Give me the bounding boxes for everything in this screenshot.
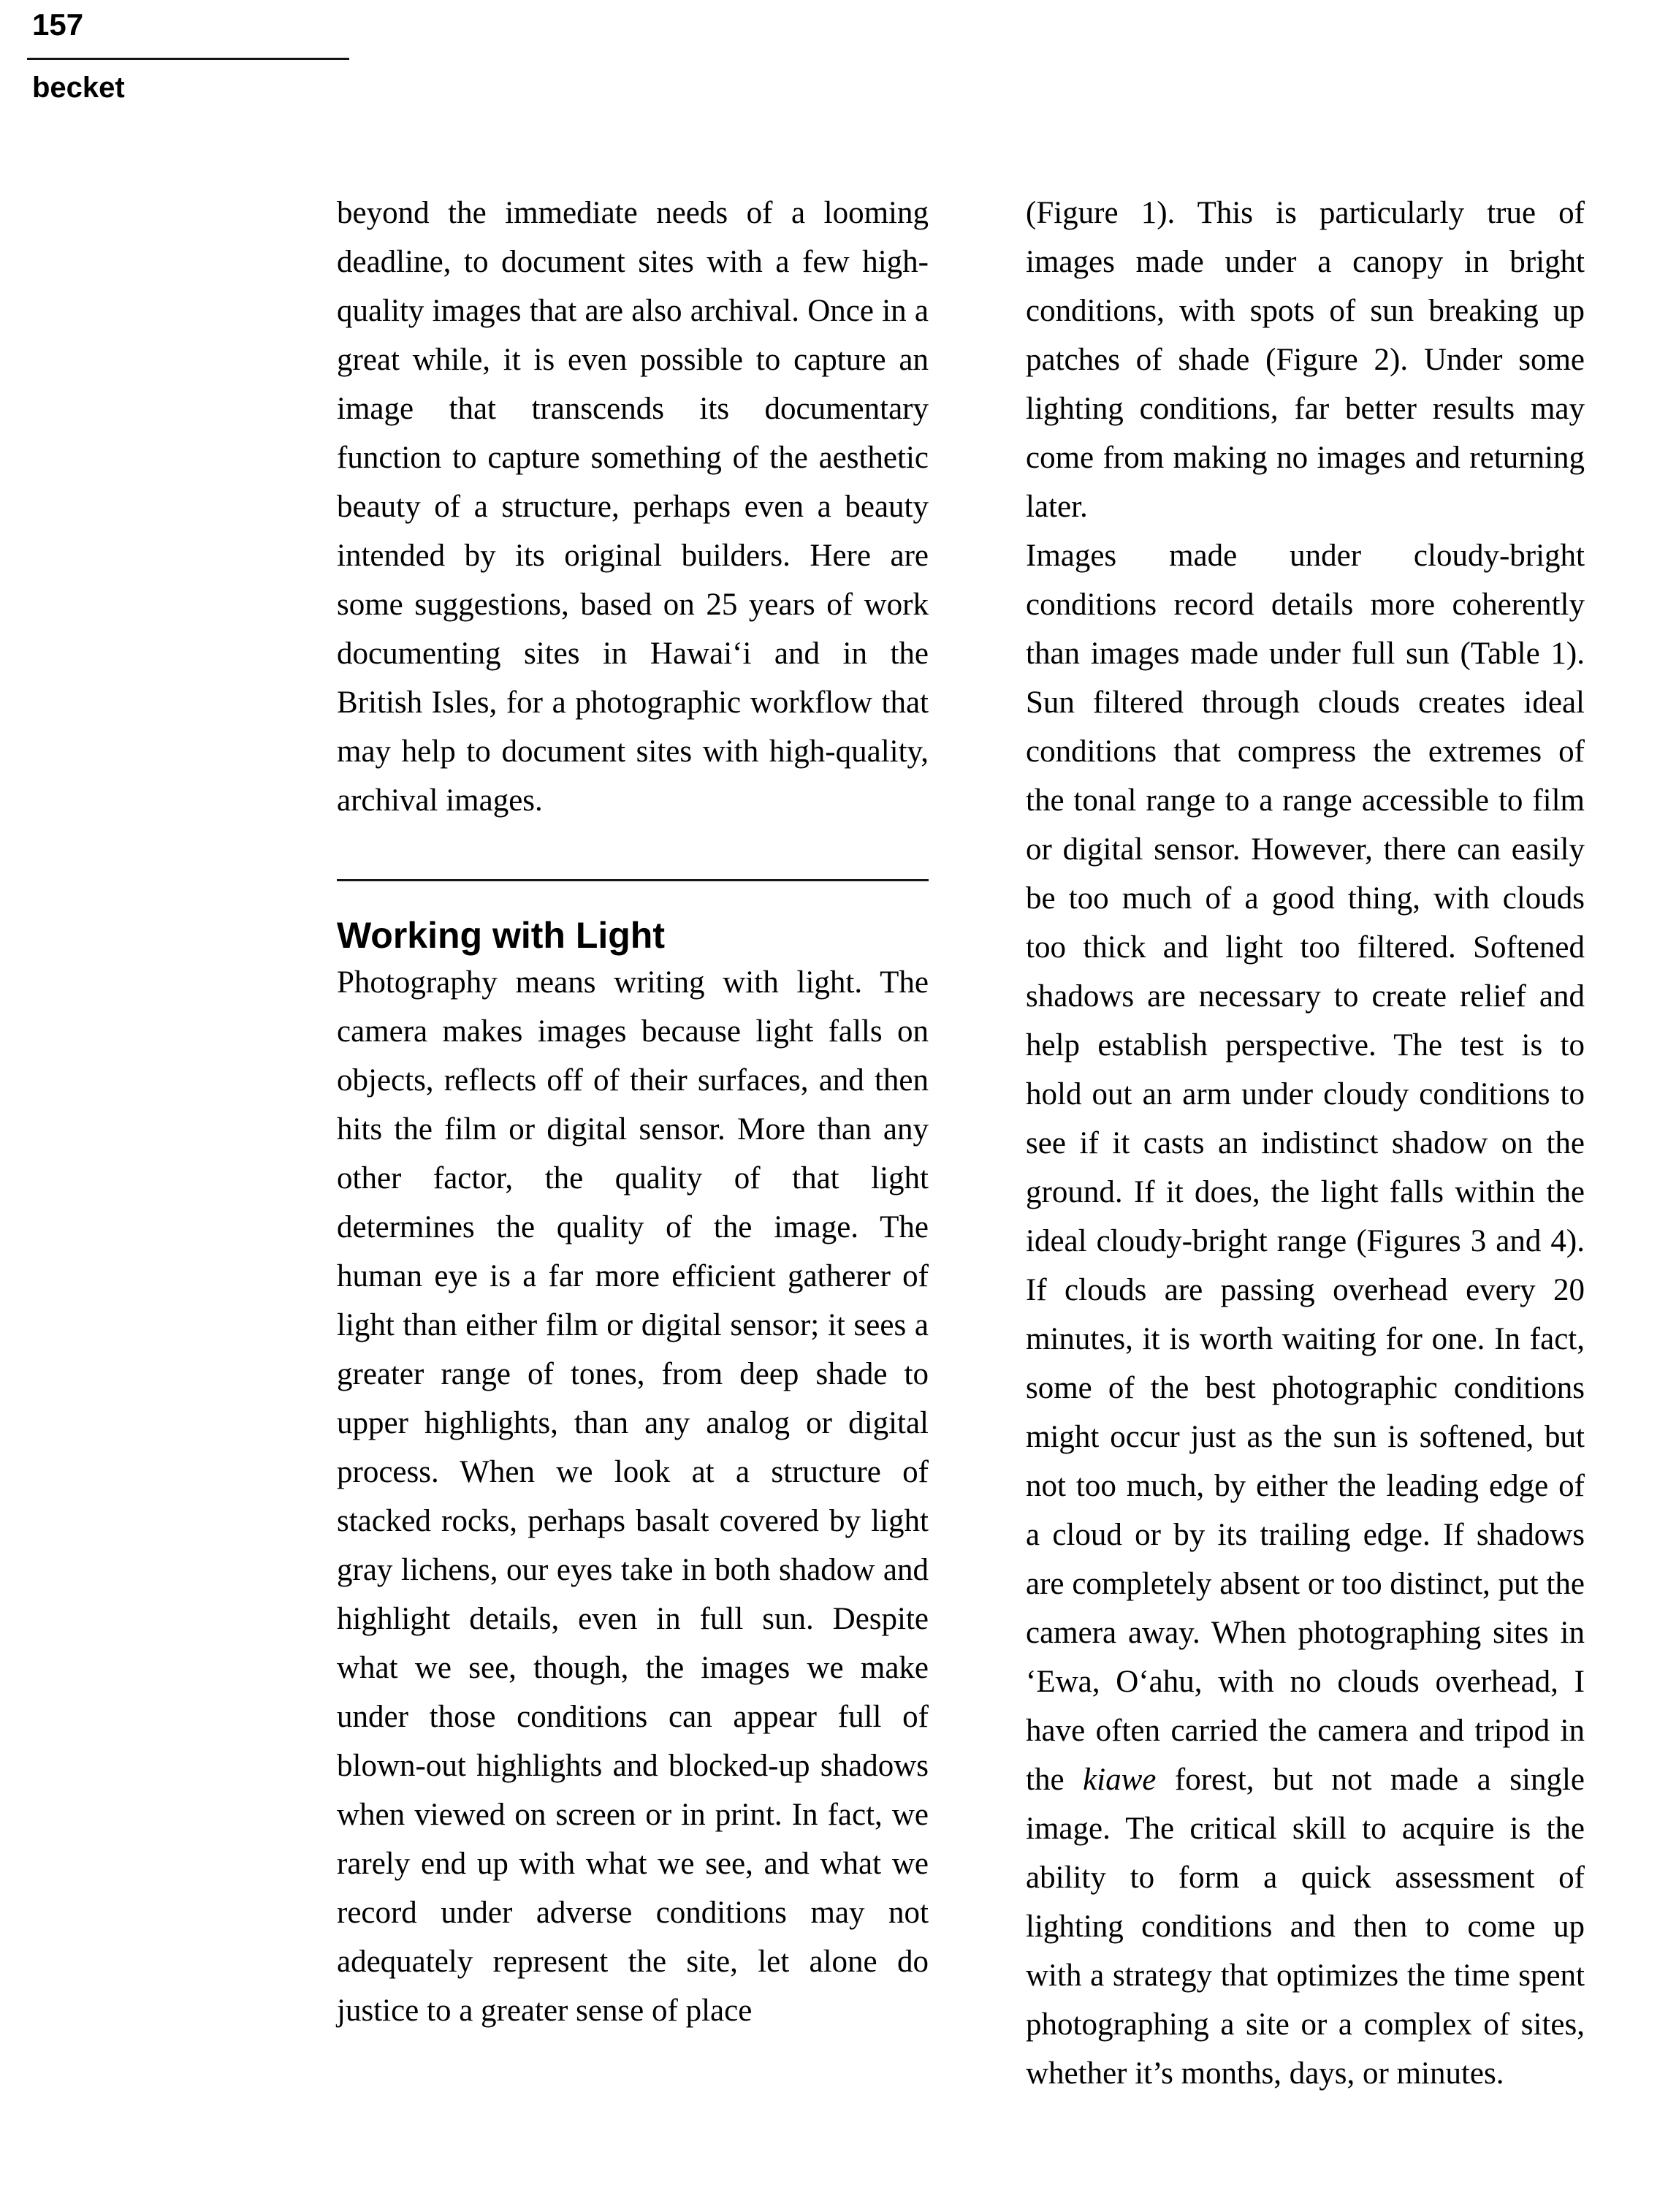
paragraph: Photography means writing with light. The camera makes images because light falls on objects, reflects off of their surfaces, and then hits the film or digital sensor. More than any other factor, the quality of that light determines the quality of the image. The human eye is a far more efficient gatherer of light than either film or digital sensor; it sees a greater range of tones, from deep shade to upper highlights, than any analog or digital process. When we look at a structure of stacked rocks, perhaps basalt covered by light gray lichens, our eyes take in both shadow and highlight details, even in full sun. Despite what we see, though, the images we make under those conditions can appear full of blown-out highlights and blocked-up shadows when viewed on screen or in print. In fact, we rarely end up with what we see, and what we record under adverse conditions may not adequately represent the site, let alone do justice to a greater sense of place bbox=[337, 965, 929, 2028]
paragraph: (Figure 1). This is particularly true of images made under a canopy in bright conditions, with spots of sun breaking up patches of shade (Figure 2). Under some lighting conditions, far better results may come from making no images and returning later. bbox=[1026, 196, 1585, 524]
header-rule bbox=[27, 58, 349, 60]
right-column bbox=[1026, 189, 1585, 2098]
paragraph: beyond the immediate needs of a looming deadline, to document sites with a few high-quality images that are also archival. Once in a great while, it is even possible to capture an image that transcends its documentary function to capture something of the aesthetic beauty of a structure, perhaps even a beauty intended by its original builders. Here are some suggestions, based on 25 years of work documenting sites in Hawai‘i and in the British Isles, for a photographic workflow that may help to document sites with high-quality, archival images. bbox=[337, 196, 929, 818]
running-header: becket bbox=[32, 72, 125, 104]
section-heading: Working with Light bbox=[337, 915, 665, 956]
page-number: 157 bbox=[32, 7, 84, 42]
paragraph: Images made under cloudy-bright conditions record details more coherently than images made under full sun (Table 1). Sun filtered through clouds creates ideal conditions that compress the extremes of the tonal range to a range accessible to film or digital sensor. However, there can easily be too much of a good thing, with clouds too thick and light too filtered. Softened shadows are necessary to create relief and help establish perspective. The test is to hold out an arm under cloudy conditions to see if it casts an indistinct shadow on the ground. If it does, the light falls within the ideal cloudy-bright range (Figures 3 and 4). If clouds are passing overhead every 20 minutes, it is worth waiting for one. In fact, some of the best photographic conditions might occur just as the sun is softened, but not too much, by either the leading edge of a cloud or by its trailing edge. If shadows are completely absent or too distinct, put the camera away. When photographing sites in ‘Ewa, O‘ahu, with no clouds overhead, I have often carried the camera and tripod in the kiawe forest, but not made a single image. The critical skill to acquire is the ability to form a quick assessment of lighting conditions and then to come up with a strategy that optimizes the time spent photographing a site or a complex of sites, whether it’s months, days, or minutes. bbox=[1026, 539, 1585, 2091]
section-divider-rule bbox=[337, 879, 929, 881]
left-column bbox=[337, 189, 929, 2035]
